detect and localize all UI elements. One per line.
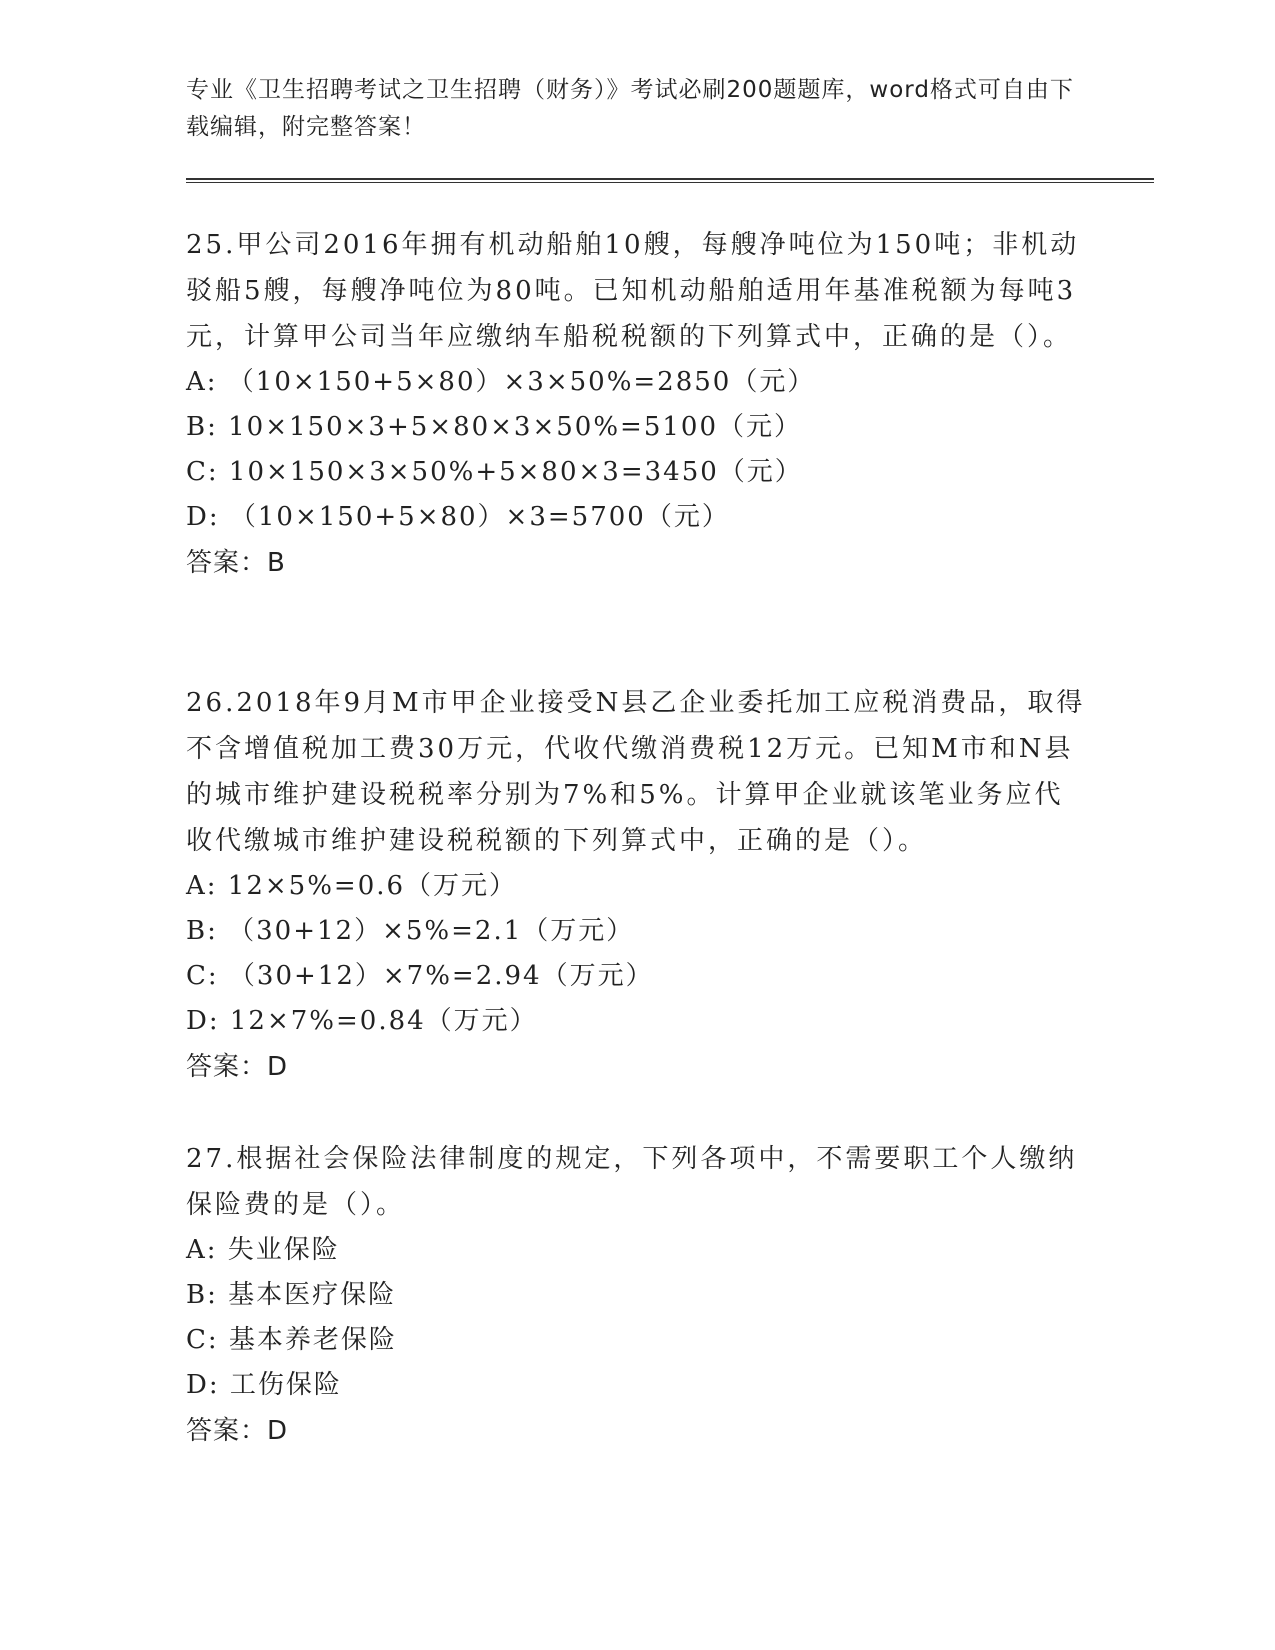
- question-stem: 26.2018年9月M市甲企业接受N县乙企业委托加工应税消费品，取得不含增值税加工费30万元，代收代缴消费税12万元。已知M市和N县的城市维护建设税税率分别为7%和5%。计算甲企业就该笔业务应代收代缴城市维护建设税税额的下列算式中，正确的是（）。: [186, 688, 1086, 856]
- answer: 答案：D: [186, 1416, 289, 1446]
- option-c: C: （30+12）×7%=2.94（万元）: [186, 961, 654, 991]
- answer: 答案：B: [186, 548, 286, 578]
- option-a: A: 12×5%=0.6（万元）: [186, 871, 518, 901]
- option-b: B: 10×150×3+5×80×3×50%=5100（元）: [186, 412, 803, 442]
- question-stem: 25.甲公司2016年拥有机动船舶10艘，每艘净吨位为150吨；非机动驳船5艘，每艘净吨位为80吨。已知机动船舶适用年基准税额为每吨3元，计算甲公司当年应缴纳车船税税额的下列算式中，正确的是（）。: [186, 230, 1080, 352]
- question-27: [186, 1136, 1086, 1454]
- question-26: [186, 680, 1086, 1090]
- option-d: D: （10×150+5×80）×3=5700（元）: [186, 502, 730, 532]
- option-a: A: （10×150+5×80）×3×50%=2850（元）: [186, 367, 816, 397]
- page-header-title: 专业《卫生招聘考试之卫生招聘（财务）》考试必刷200题题库，word格式可自由下载编辑，附完整答案！: [186, 77, 1074, 140]
- option-c: C: 10×150×3×50%+5×80×3=3450（元）: [186, 457, 803, 487]
- option-d: D: 工伤保险: [186, 1370, 342, 1400]
- option-a: A: 失业保险: [186, 1235, 340, 1265]
- answer: 答案：D: [186, 1052, 289, 1082]
- question-25: [186, 222, 1086, 586]
- option-d: D: 12×7%=0.84（万元）: [186, 1006, 538, 1036]
- header-divider: [186, 178, 1154, 183]
- question-stem: 27.根据社会保险法律制度的规定，下列各项中，不需要职工个人缴纳保险费的是（）。: [186, 1144, 1078, 1220]
- option-b: B: 基本医疗保险: [186, 1280, 397, 1310]
- option-b: B: （30+12）×5%=2.1（万元）: [186, 916, 635, 946]
- option-c: C: 基本养老保险: [186, 1325, 397, 1355]
